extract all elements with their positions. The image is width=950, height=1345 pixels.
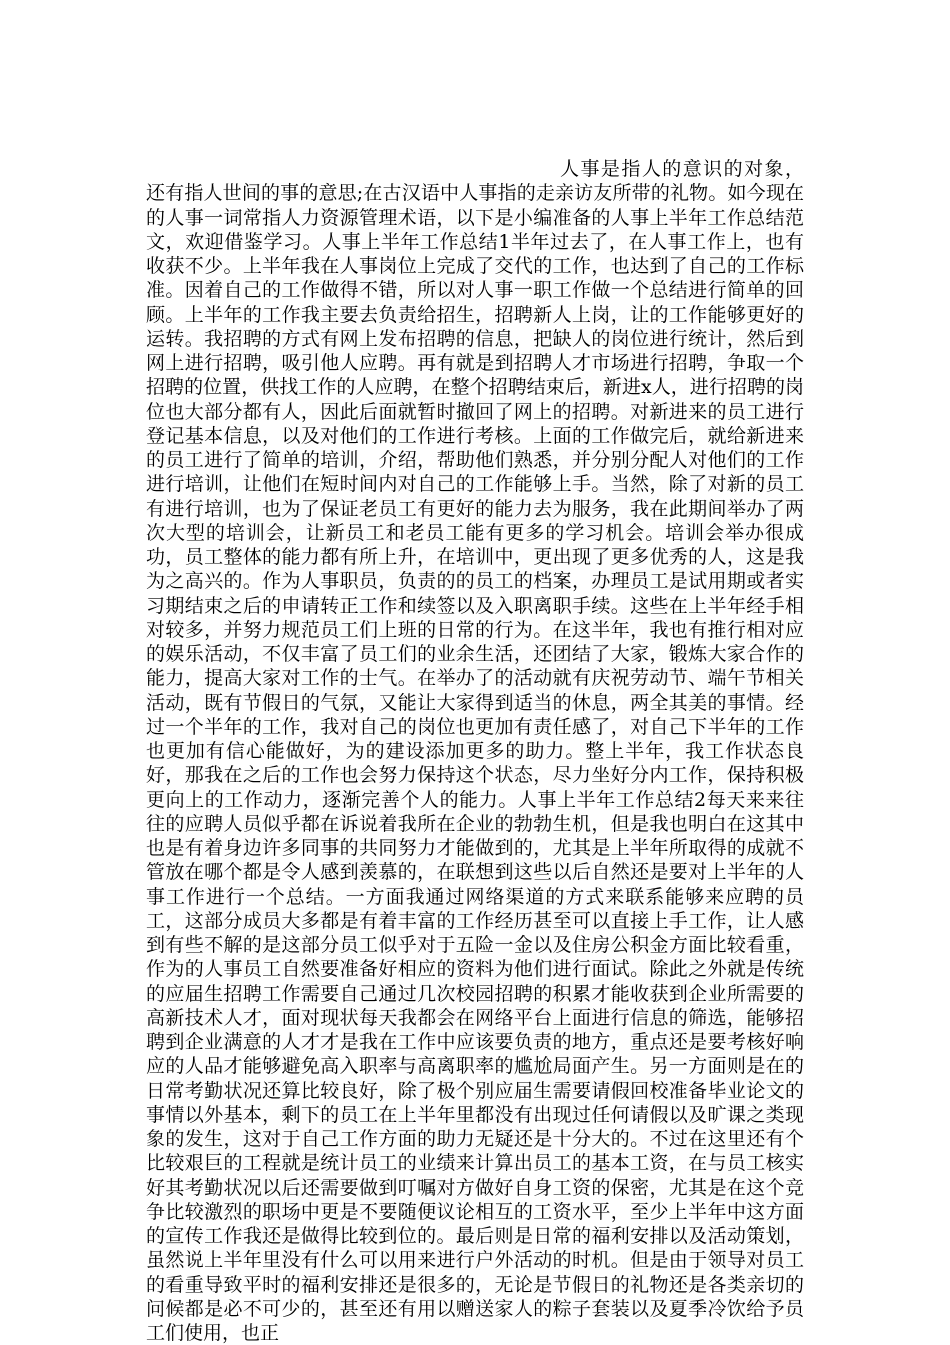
- body-paragraph: 人事是指人的意识的对象，还有指人世间的事的意思;在古汉语中人事指的走亲访友所带的礼物。如今现在的人事一词常指人力资源管理术语，以下是小编准备的人事上半年工作总结范文，欢迎借鉴学习。人事上半年工作总结1半年过去了，在人事工作上，也有收获不少。上半年我在人事岗位上完成了交代的工作，也达到了自己的工作标准。因着自己的工作做得不错，所以对人事一职工作做一个总结进行简单的回顾。上半年的工作我主要去负责给招生，招聘新人上岗，让的工作能够更好的运转。我招聘的方式有网上发布招聘的信息，把缺人的岗位进行统计，然后到网上进行招聘，吸引他人应聘。再有就是到招聘人才市场进行招聘，争取一个招聘的位置，供找工作的人应聘，在整个招聘结束后，新进x人，进行招聘的岗位也大部分都有人，因此后面就暂时撤回了网上的招聘。对新进来的员工进行登记基本信息，以及对他们的工作进行考核。上面的工作做完后，就给新进来的员工进行了简单的培训，介绍，帮助他们熟悉，并分别分配人对他们的工作进行培训，让他们在短时间内对自己的工作能够上手。当然，除了对新的员工有进行培训，也为了保证老员工有更好的能力去为服务，我在此期间举办了两次大型的培训会，让新员工和老员工能有更多的学习机会。培训会举办很成功，员工整体的能力都有所上升，在培训中，更出现了更多优秀的人，这是我为之高兴的。作为人事职员，负责的的员工的档案，办理员工是试用期或者实习期结束之后的申请转正工作和续签以及入职离职手续。这些在上半年经手相对较多，并努力规范员工们上班的日常的行为。在这半年，我也有推行相对应的娱乐活动，不仅丰富了员工们的业余生活，还团结了大家，锻炼大家合作的能力，提高大家对工作的士气。在举办了的活动就有庆祝劳动节、端午节相关活动，既有节假日的气氛，又能让大家得到适当的休息，两全其美的事情。经过一个半年的工作，我对自己的岗位也更加有责任感了，对自己下半年的工作也更加有信心能做好，为的建设添加更多的助力。整上半年，我工作状态良好，那我在之后的工作也会努力保持这个状态，尽力坐好分内工作，保持积极更向上的工作动力，逐渐完善个人的能力。人事上半年工作总结2每天来来往往的应聘人员似乎都在诉说着我所在企业的勃勃生机，但是我也明白在这其中也是有着身边许多同事的共同努力才能做到的，尤其是上半年所取得的成就不管放在哪个都是令人感到羡慕的，在联想到这些以后自然还是要对上半年的人事工作进行一个总结。一方面我通过网络渠道的方式来联系能够来应聘的员工，这部分成员大多都是有着丰富的工作经历甚至可以直接上手工作，让人感到有些不解的是这部分员工似乎对于五险一金以及住房公积金方面比较看重，作为的人事员工自然要准备好相应的资料为他们进行面试。除此之外就是传统的应届生招聘工作需要自己通过几次校园招聘的积累才能收获到企业所需要的高新技术人才，面对现状每天我都会在网络平台上面进行信息的筛选，能够招聘到企业满意的人才才是我在工作中应该要负责的地方，重点还是要考核好响应的人品才能够避免高入职率与高离职率的尴尬局面产生。另一方面则是在的日常考勤状况还算比较良好，除了极个别应届生需要请假回校准备毕业论文的事情以外基本，剩下的员工在上半年里都没有出现过任何请假以及旷课之类现象的发生，这对于自己工作方面的助力无疑还是十分大的。不过在这里还有个比较艰巨的工程就是统计员工的业绩来计算出员工的基本工资，在与员工核实好其考勤状况以后还需要做到叮嘱对方做好自身工资的保密，尤其是在这个竞争比较激烈的职场中更是不要随便议论相互的工资水平，至少上半年中这方面的宣传工作我还是做得比较到位的。最后则是日常的福利安排以及活动策划，虽然说上半年里没有什么可以用来进行户外活动的时机。但是由于领导对员工的看重导致平时的福利安排还是很多的，无论是节假日的礼物还是各类亲切的问候都是必不可少的，甚至还有用以赠送家人的粽子套装以及夏季冷饮给予员工们使用，也正: [146, 158, 804, 1344]
